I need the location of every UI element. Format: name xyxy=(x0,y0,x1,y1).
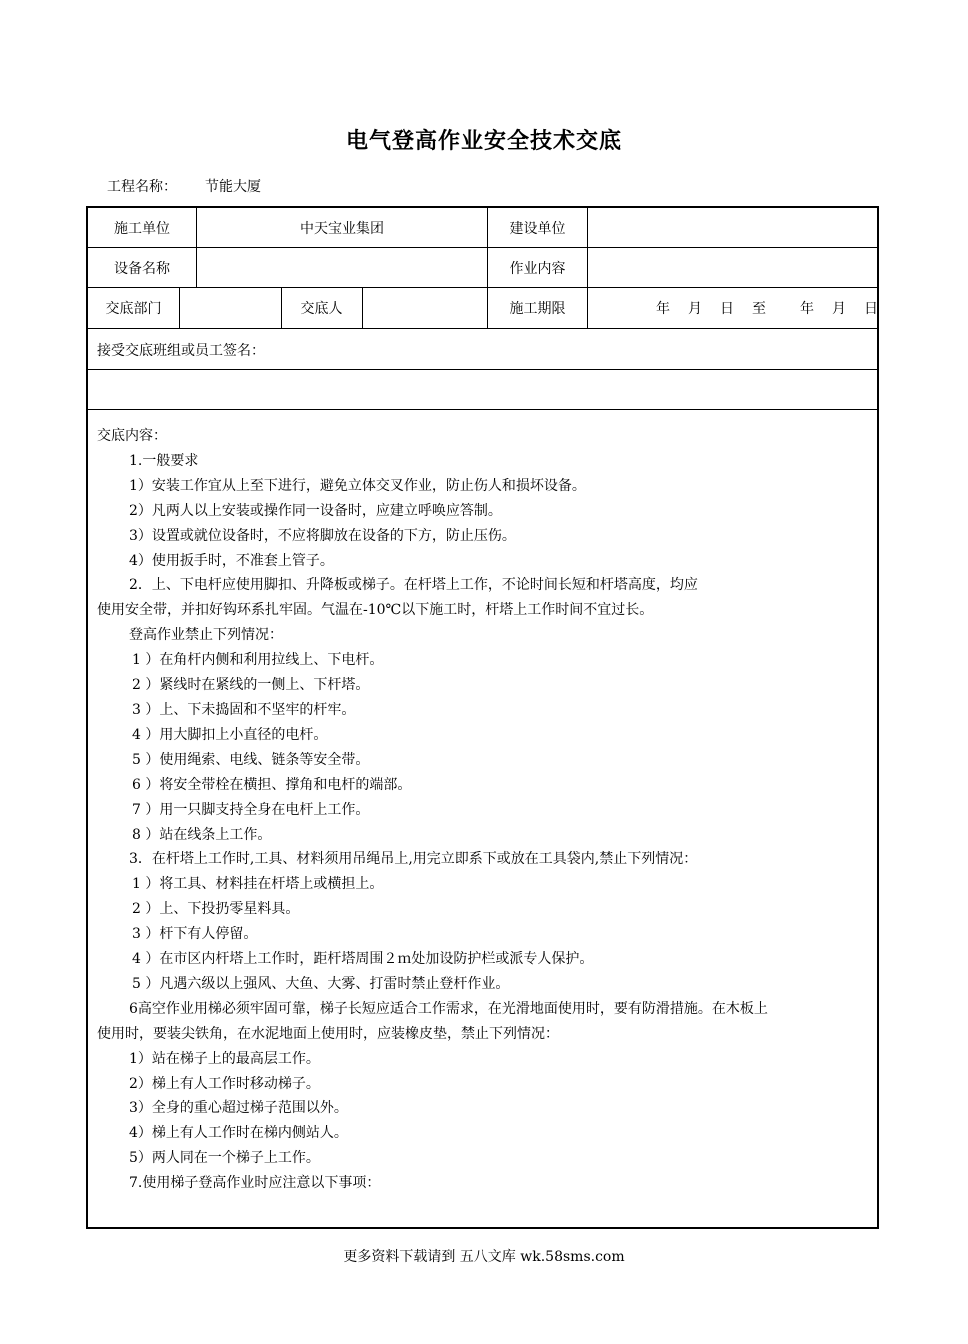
disclosure-person-label: 交底人 xyxy=(300,301,343,317)
project-row xyxy=(107,176,261,196)
content-line: 3 ）上、下未捣固和不坚牢的杆牢。 xyxy=(132,701,356,718)
equipment-name-label: 设备名称 xyxy=(114,260,170,277)
period-day-end: 日 xyxy=(864,301,878,317)
row-divider xyxy=(88,247,877,248)
content-line: 1 ）在角杆内侧和利用拉线上、下电杆。 xyxy=(132,652,384,669)
content-line: 3）设置或就位设备时，不应将脚放在设备的下方，防止压伤。 xyxy=(129,527,516,544)
row-divider xyxy=(88,409,877,410)
content-line: 2）梯上有人工作时移动梯子。 xyxy=(129,1075,320,1092)
construction-period-label: 施工期限 xyxy=(509,301,566,317)
row-divider xyxy=(88,369,877,370)
signature-label: 接受交底班组或员工签名： xyxy=(97,343,265,359)
construction-unit-label: 施工单位 xyxy=(114,220,170,237)
column-divider xyxy=(362,288,363,329)
column-divider xyxy=(179,288,180,329)
content-line: 使用时，要装尖铁角，在水泥地面上使用时，应装橡皮垫，禁止下列情况： xyxy=(97,1025,559,1042)
content-line: 登高作业禁止下列情况： xyxy=(129,627,283,644)
period-day-start: 日 xyxy=(720,301,734,317)
period-year-start: 年 xyxy=(656,301,670,317)
period-month-start: 月 xyxy=(688,301,702,317)
content-line: 4）梯上有人工作时在梯内侧站人。 xyxy=(129,1125,348,1142)
construction-unit-value: 中天宝业集团 xyxy=(300,220,384,237)
content-line: 1.一般要求 xyxy=(129,452,199,469)
content-line: 1）站在梯子上的最高层工作。 xyxy=(129,1050,320,1067)
row-divider xyxy=(88,287,877,288)
content-line: 3．在杆塔上工作时,工具、材料须用吊绳吊上,用完立即系下或放在工具袋内,禁止下列情况： xyxy=(129,851,698,868)
content-line: 4 ）用大脚扣上小直径的电杆。 xyxy=(132,726,328,743)
row-divider xyxy=(88,328,877,329)
project-label: 工程名称： xyxy=(107,179,177,195)
content-line: 2 ）上、下投扔零星料具。 xyxy=(132,901,300,918)
work-content-label: 作业内容 xyxy=(509,260,566,277)
disclosure-dept-label: 交底部门 xyxy=(105,301,162,317)
content-line: 2 ）紧线时在紧线的一侧上、下杆塔。 xyxy=(132,677,370,694)
content-line: 4 ）在市区内杆塔上工作时，距杆塔周围２ｍ处加设防护栏或派专人保护。 xyxy=(132,951,594,968)
content-line: 5）两人同在一个梯子上工作。 xyxy=(129,1150,320,1167)
period-month-end: 月 xyxy=(832,301,846,317)
disclosure-content xyxy=(97,424,872,1196)
content-line: 2）凡两人以上安装或操作同一设备时，应建立呼唤应答制。 xyxy=(129,502,502,519)
content-line: 4）使用扳手时，不准套上管子。 xyxy=(129,552,334,569)
document-title: 电气登高作业安全技术交底 xyxy=(345,129,622,154)
content-line: 1）安装工作宜从上至下进行，避免立体交叉作业，防止伤人和损坏设备。 xyxy=(129,477,586,494)
content-line: 7.使用梯子登高作业时应注意以下事项： xyxy=(129,1175,381,1192)
content-line: 3 ）杆下有人停留。 xyxy=(132,926,258,943)
content-line: 6 ）将安全带栓在横担、撑角和电杆的端部。 xyxy=(132,776,412,793)
content-line: 5 ）使用绳索、电线、链条等安全带。 xyxy=(132,751,370,768)
period-year-end: 年 xyxy=(800,301,814,317)
content-line: 3）全身的重心超过梯子范围以外。 xyxy=(129,1100,348,1117)
content-line: 7 ）用一只脚支持全身在电杆上工作。 xyxy=(132,801,370,818)
content-line: 1 ）将工具、材料挂在杆塔上或横担上。 xyxy=(132,876,384,893)
content-line: 交底内容： xyxy=(97,428,167,444)
footer-note: 更多资料下载请到 五八文库 wk.58sms.com xyxy=(343,1249,625,1265)
content-line: 6高空作业用梯必须牢固可靠，梯子长短应适合工作需求，在光滑地面使用时，要有防滑措施。在木板上 xyxy=(129,1000,768,1017)
content-line: 2．上、下电杆应使用脚扣、升降板或梯子。在杆塔上工作，不论时间长短和杆塔高度，均应 xyxy=(129,577,698,594)
column-divider xyxy=(587,208,588,329)
owner-unit-label: 建设单位 xyxy=(509,220,566,237)
content-line: 5 ）凡遇六级以上强风、大鱼、大雾、打雷时禁止登杆作业。 xyxy=(132,975,510,992)
content-line: 使用安全带，并扣好钩环系扎牢固。气温在-10℃以下施工时，杆塔上工作时间不宜过长。 xyxy=(97,602,654,619)
period-to: 至 xyxy=(752,301,766,317)
project-value: 节能大厦 xyxy=(205,179,261,195)
content-line: 8 ）站在线条上工作。 xyxy=(132,826,272,843)
